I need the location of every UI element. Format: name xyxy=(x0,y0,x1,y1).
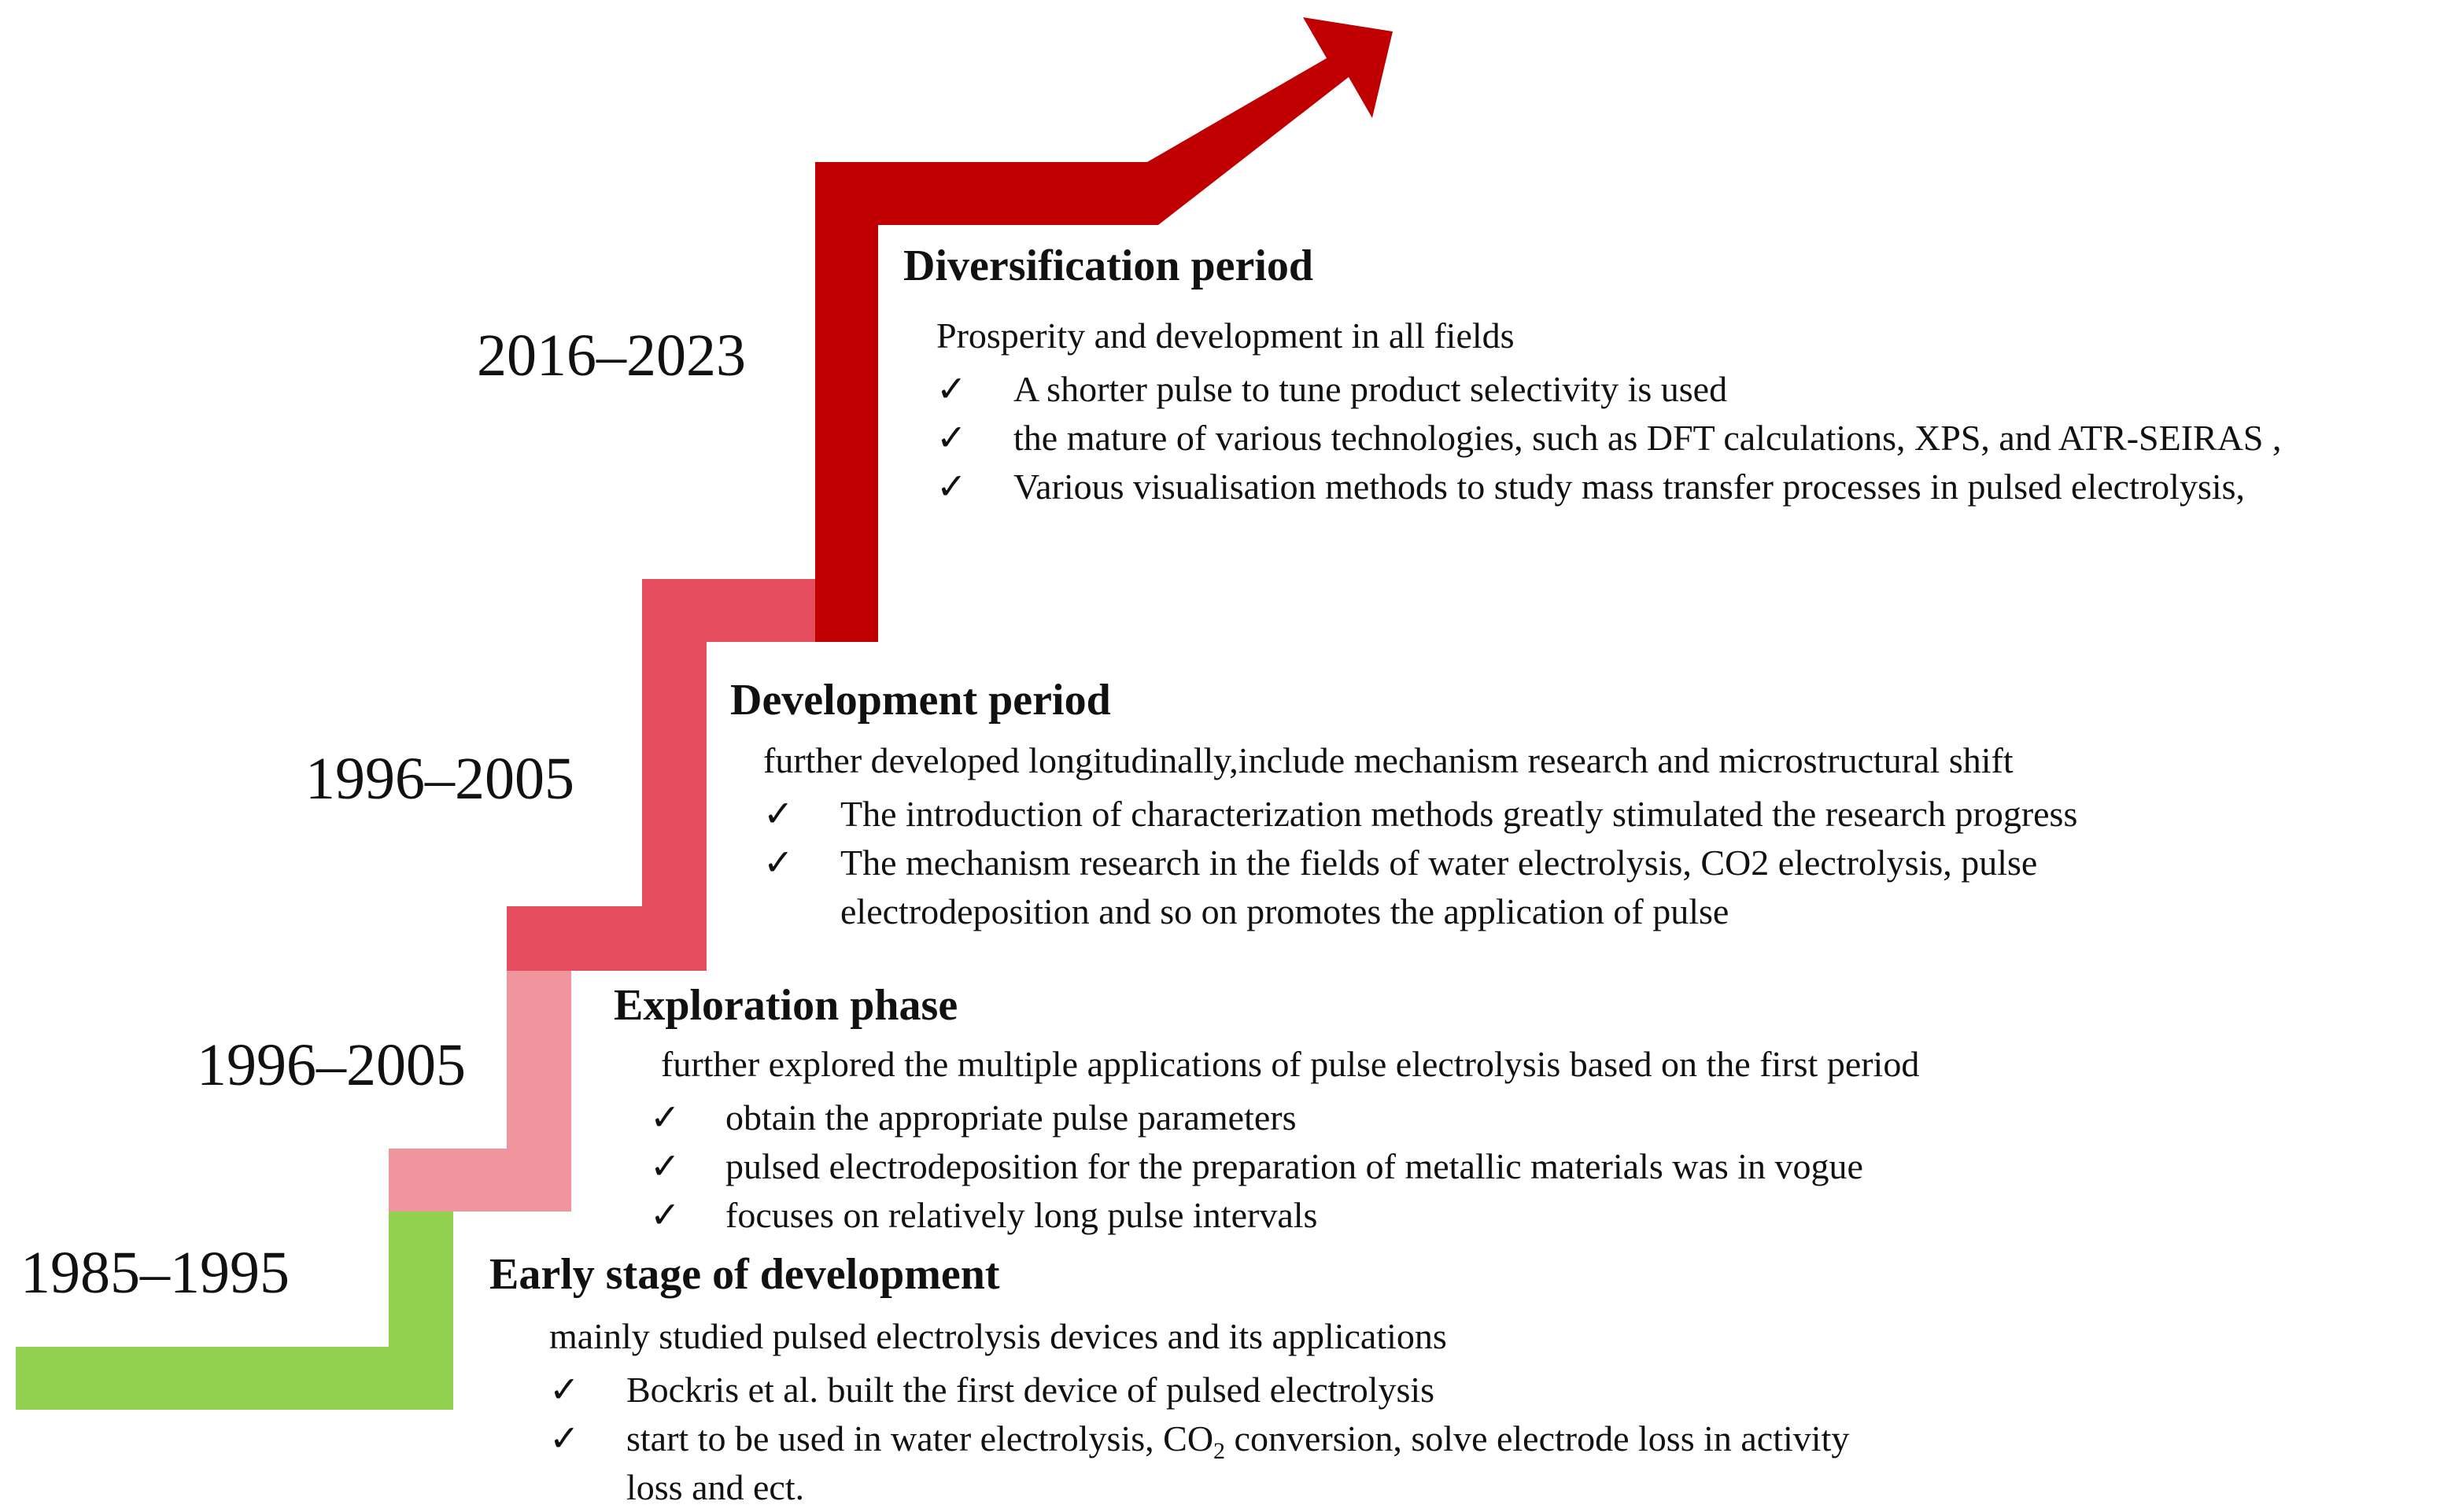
point-text-continued: electrodeposition and so on promotes the application of pulse xyxy=(840,891,1729,931)
stage-point-list xyxy=(763,790,2077,936)
stage-diversification xyxy=(903,244,2282,511)
stage-title: Diversification period xyxy=(903,242,1314,290)
check-icon: ✓ xyxy=(763,794,794,834)
stage-development xyxy=(730,678,2077,936)
point-text-part: conversion, solve electrode loss in activity xyxy=(1225,1418,1850,1459)
stage-title: Development period xyxy=(730,676,1111,725)
stage-point-list xyxy=(936,365,2282,511)
year-label-diversification: 2016–2023 xyxy=(477,323,746,389)
point-text: Bockris et al. built the first device of pulsed electrolysis xyxy=(626,1370,1435,1410)
list-item xyxy=(650,1093,1919,1142)
list-item xyxy=(763,887,2077,936)
subscript-2: 2 xyxy=(1213,1438,1226,1464)
stage-early xyxy=(489,1252,1849,1512)
year-label-early: 1985–1995 xyxy=(20,1240,290,1306)
point-text: The mechanism research in the fields of water electrolysis, CO2 electrolysis, pulse xyxy=(840,843,2038,883)
list-item xyxy=(549,1366,1849,1414)
list-item xyxy=(763,790,2077,839)
check-icon: ✓ xyxy=(936,369,967,409)
point-text: The introduction of characterization methods greatly stimulated the research progress xyxy=(840,794,2078,834)
point-text xyxy=(626,1414,1849,1463)
point-text: obtain the appropriate pulse parameters xyxy=(725,1097,1297,1138)
list-item xyxy=(549,1463,1849,1512)
check-icon: ✓ xyxy=(763,843,794,883)
stage-point-list xyxy=(650,1093,1919,1240)
list-item xyxy=(650,1191,1919,1240)
stage-summary: Prosperity and development in all fields xyxy=(936,315,1515,356)
point-text-part: start to be used in water electrolysis, CO xyxy=(626,1418,1214,1459)
list-item xyxy=(650,1142,1919,1191)
year-label-exploration: 1996–2005 xyxy=(197,1032,466,1098)
point-text: pulsed electrodeposition for the preparation of metallic materials was in vogue xyxy=(725,1146,1863,1186)
stage-summary: mainly studied pulsed electrolysis devices and its applications xyxy=(549,1316,1447,1356)
list-item xyxy=(936,414,2282,463)
stage-exploration xyxy=(614,983,1919,1240)
point-text: focuses on relatively long pulse intervals xyxy=(725,1195,1318,1235)
list-item xyxy=(549,1414,1849,1463)
check-icon: ✓ xyxy=(549,1370,580,1410)
check-icon: ✓ xyxy=(650,1097,681,1138)
year-label-development: 1996–2005 xyxy=(305,746,574,812)
list-item xyxy=(763,839,2077,887)
stage-point-list xyxy=(549,1366,1849,1512)
check-icon: ✓ xyxy=(549,1418,580,1459)
point-text-continued: loss and ect. xyxy=(626,1467,805,1507)
check-icon: ✓ xyxy=(650,1195,681,1235)
stage-summary: further developed longitudinally,include mechanism research and microstructural shift xyxy=(763,740,2014,780)
list-item xyxy=(936,365,2282,414)
point-text: the mature of various technologies, such as DFT calculations, XPS, and ATR-SEIRAS , xyxy=(1013,418,2282,458)
stage-title: Early stage of development xyxy=(489,1250,1000,1299)
point-text: A shorter pulse to tune product selectivity is used xyxy=(1013,369,1728,409)
point-text: Various visualisation methods to study mass transfer processes in pulsed electrolysis, xyxy=(1013,467,2246,507)
check-icon: ✓ xyxy=(936,467,967,507)
check-icon: ✓ xyxy=(936,418,967,458)
stage-summary: further explored the multiple applications of pulse electrolysis based on the first period xyxy=(661,1044,1920,1084)
list-item xyxy=(936,463,2282,511)
check-icon: ✓ xyxy=(650,1146,681,1186)
stage-title: Exploration phase xyxy=(614,981,958,1030)
